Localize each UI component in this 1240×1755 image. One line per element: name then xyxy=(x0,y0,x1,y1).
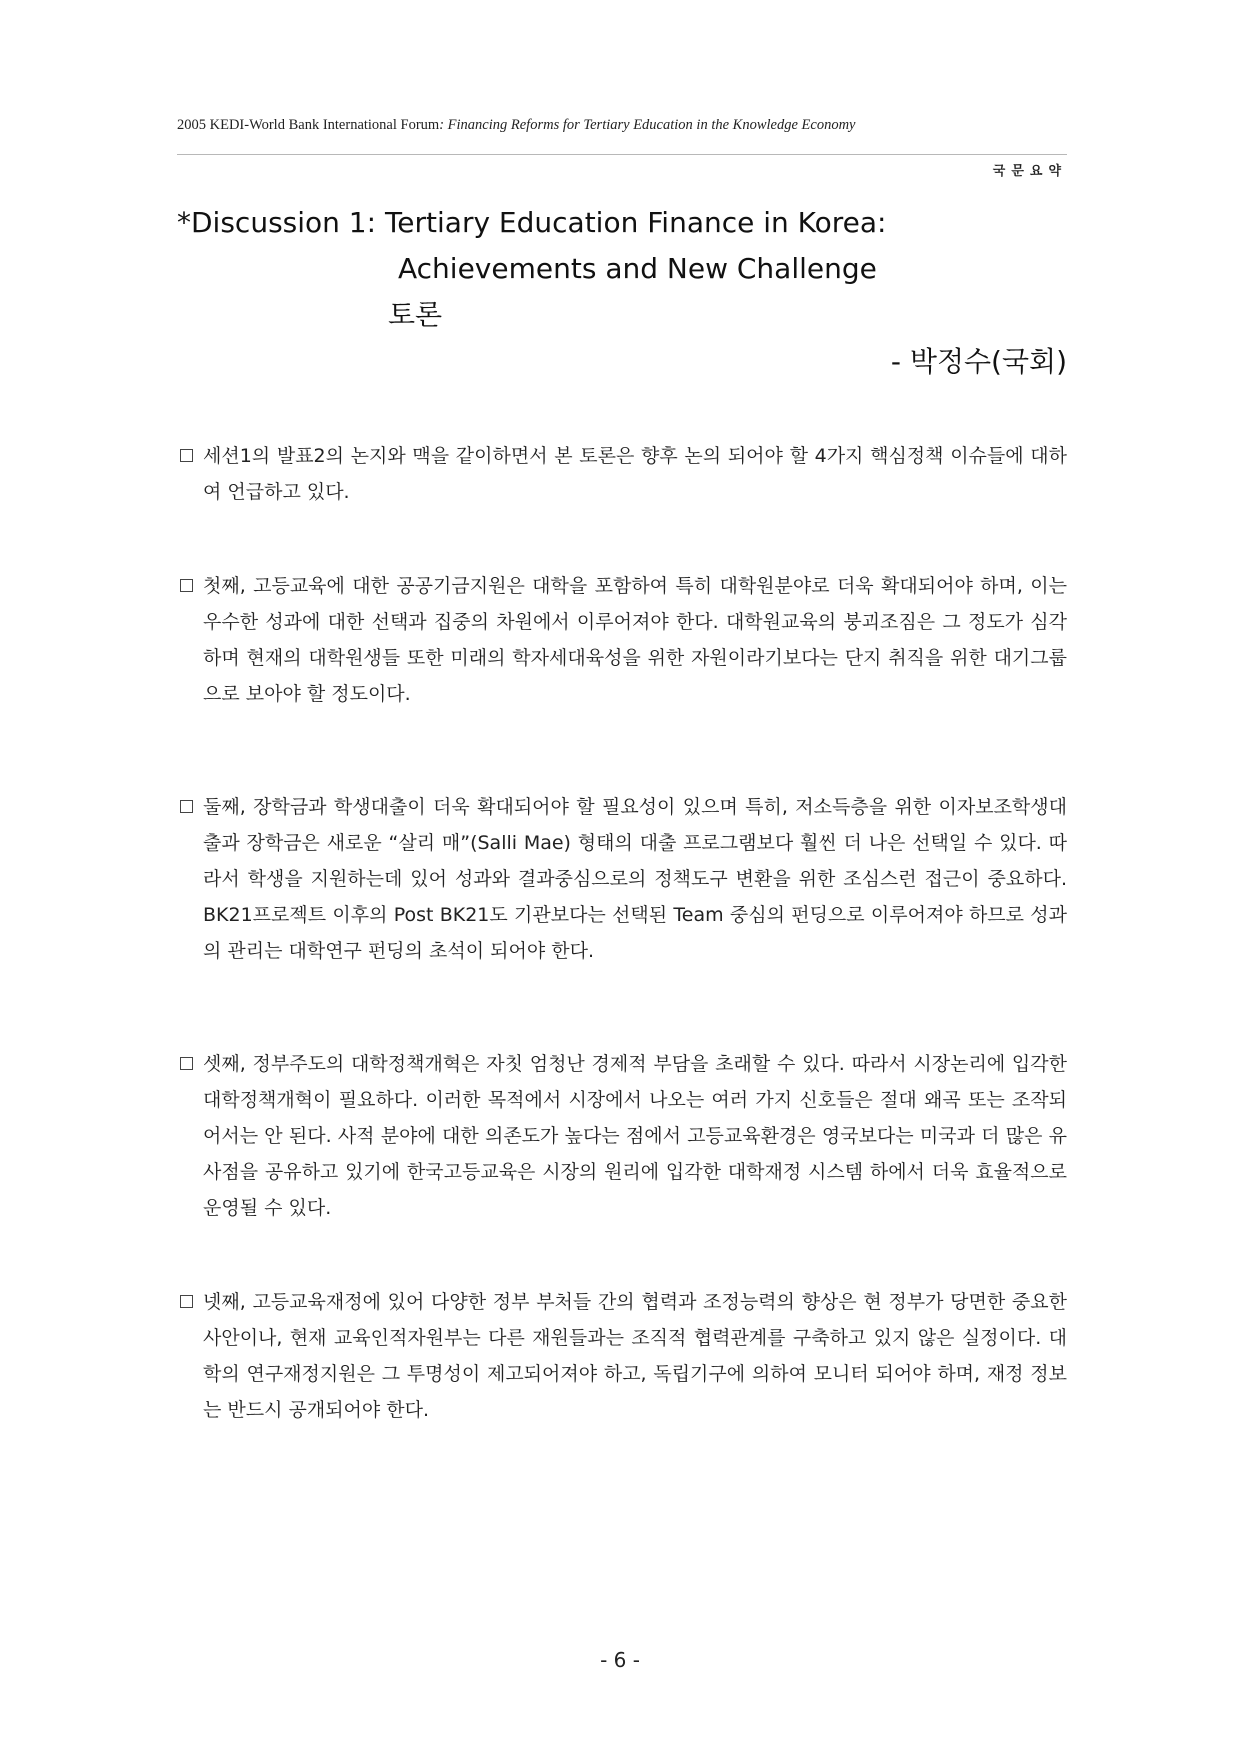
title-line-2: Achievements and New Challenge xyxy=(398,252,877,285)
paragraph-text: 셋째, 정부주도의 대학정책개혁은 자칫 엄청난 경제적 부담을 초래할 수 있다. 따라서 시장논리에 입각한 대학정책개혁이 필요하다. 이러한 목적에서 시장에서 나오는 여러 가지 신호들은 절대 왜곡 또는 조작되어서는 안 된다. 사적 분야에 대한 의존도가 높다는 점에서 고등교육환경은 영국보다는 미국과 더 많은 유사점을 공유하고 있기에 한국고등교육은 시장의 원리에 입각한 대학재정 시스템 하에서 더욱 효율적으로 운영될 수 있다. xyxy=(203,1053,1067,1219)
author-line: - 박정수(국회) xyxy=(890,345,1067,378)
paragraph xyxy=(177,789,1067,969)
paragraph-text: 첫째, 고등교육에 대한 공공기금지원은 대학을 포함하여 특히 대학원분야로 더욱 확대되어야 하며, 이는 우수한 성과에 대한 선택과 집중의 차원에서 이루어져야 한다. 대학원교육의 붕괴조짐은 그 정도가 심각하며 현재의 대학원생들 또한 미래의 학자세대육성을 위한 자원이라기보다는 단지 취직을 위한 대기그룹으로 보아야 할 정도이다. xyxy=(203,575,1067,705)
section-tag: 국문요약 xyxy=(992,164,1067,179)
document-title xyxy=(177,200,1067,338)
running-header xyxy=(177,117,1067,134)
paragraph xyxy=(177,568,1067,712)
paragraph-text: 세션1의 발표2의 논지와 맥을 같이하면서 본 토론은 향후 논의 되어야 할 4가지 핵심정책 이슈들에 대하여 언급하고 있다. xyxy=(203,445,1067,503)
paragraph xyxy=(177,438,1067,510)
checkbox-bullet-icon xyxy=(180,800,193,813)
paragraph xyxy=(177,1046,1067,1226)
checkbox-bullet-icon xyxy=(180,449,193,462)
checkbox-bullet-icon xyxy=(180,579,193,592)
paragraph xyxy=(177,1284,1067,1428)
paragraph-text: 넷째, 고등교육재정에 있어 다양한 정부 부처들 간의 협력과 조정능력의 향상은 현 정부가 당면한 중요한 사안이나, 현재 교육인적자원부는 다른 재원들과는 조직적 협력관계를 구축하고 있지 않은 실정이다. 대학의 연구재정지원은 그 투명성이 제고되어져야 하고, 독립기구에 의하여 모니터 되어야 하며, 재정 정보는 반드시 공개되어야 한다. xyxy=(203,1291,1067,1421)
header-rule xyxy=(177,154,1067,155)
body-text xyxy=(177,438,1067,1428)
title-line-3: 토론 xyxy=(388,298,443,331)
page-number: - 6 - xyxy=(600,1648,640,1672)
title-line-1: *Discussion 1: Tertiary Education Finance in Korea: xyxy=(177,206,887,239)
header-subtitle: : Financing Reforms for Tertiary Education in the Knowledge Economy xyxy=(439,117,856,133)
checkbox-bullet-icon xyxy=(180,1295,193,1308)
checkbox-bullet-icon xyxy=(180,1057,193,1070)
paragraph-text: 둘째, 장학금과 학생대출이 더욱 확대되어야 할 필요성이 있으며 특히, 저소득층을 위한 이자보조학생대출과 장학금은 새로운 “살리 매”(Salli Mae) 형태의 대출 프로그램보다 훨씬 더 나은 선택일 수 있다. 따라서 학생을 지원하는데 있어 성과와 결과중심으로의 정책도구 변환을 위한 조심스런 접근이 중요하다. BK21프로젝트 이후의 Post BK21도 기관보다는 선택된 Team 중심의 펀딩으로 이루어져야 하므로 성과의 관리는 대학연구 펀딩의 초석이 되어야 한다. xyxy=(203,796,1067,962)
header-forum-name: 2005 KEDI-World Bank International Forum xyxy=(177,117,440,133)
